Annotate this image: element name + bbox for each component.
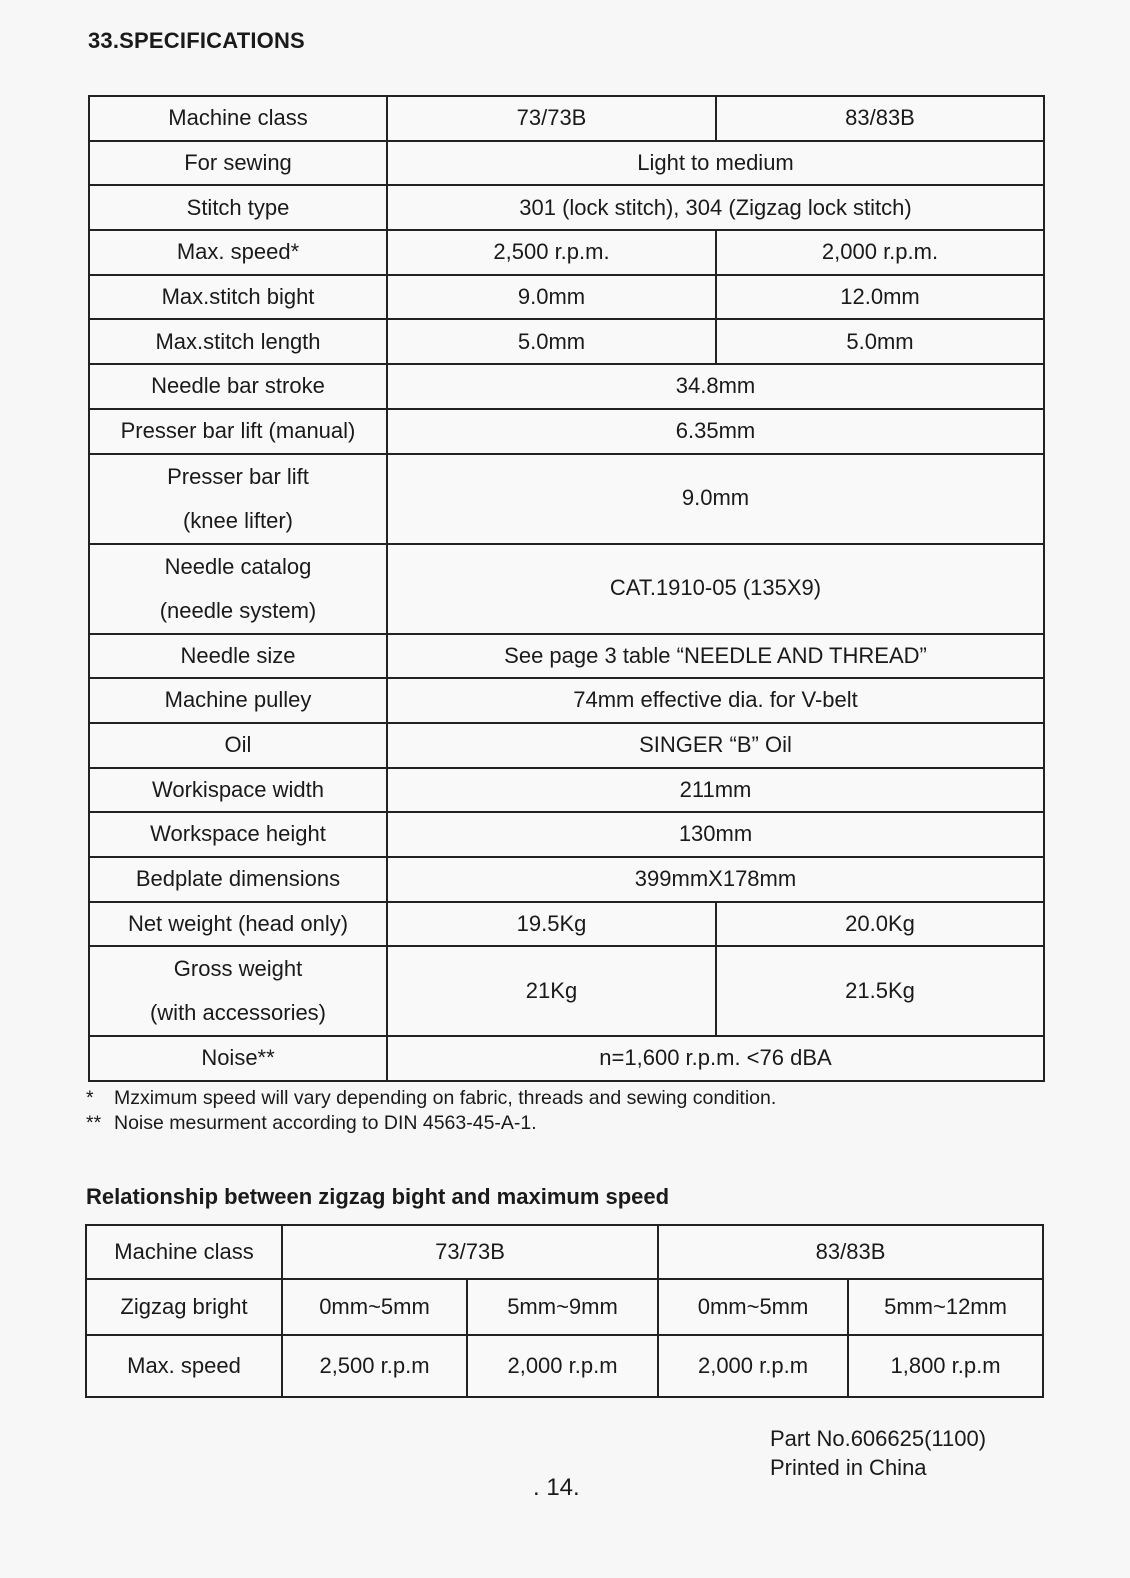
speed-table-label: Max. speed [86,1335,282,1397]
spec-value-class-b: 21.5Kg [716,946,1044,1036]
table-row [89,1036,1044,1081]
table-row [89,141,1044,186]
speed-header-class-a: 73/73B [282,1225,658,1279]
footnote-mark: ** [86,1112,102,1134]
spec-value: 9.0mm [387,454,1044,544]
speed-table-label: Machine class [86,1225,282,1279]
part-info [770,1424,986,1482]
spec-value: 399mmX178mm [387,857,1044,902]
spec-value-class-b: 2,000 r.p.m. [716,230,1044,275]
spec-header-class-b: 83/83B [716,96,1044,141]
speed-value: 2,500 r.p.m [282,1335,467,1397]
spec-value-class-a: 5.0mm [387,319,716,364]
table-row [89,319,1044,364]
spec-label: Machine pulley [89,678,387,723]
section-title: 33.SPECIFICATIONS [88,28,305,53]
speed-value: 2,000 r.p.m [658,1335,848,1397]
footnote [86,1086,776,1111]
table-row [89,544,1044,634]
bight-value: 5mm~12mm [848,1279,1043,1335]
spec-label-line: Presser bar lift [167,463,309,489]
bight-value: 5mm~9mm [467,1279,658,1335]
spec-value-class-a: 2,500 r.p.m. [387,230,716,275]
spec-value: 301 (lock stitch), 304 (Zigzag lock stitch) [387,185,1044,230]
table-row [89,230,1044,275]
spec-value: Light to medium [387,141,1044,186]
spec-value-class-b: 12.0mm [716,275,1044,320]
spec-value-class-a: 9.0mm [387,275,716,320]
speed-header-class-b: 83/83B [658,1225,1043,1279]
spec-label [89,946,387,1036]
spec-label: Noise** [89,1036,387,1081]
table-row [89,409,1044,454]
spec-label: Bedplate dimensions [89,857,387,902]
zigzag-speed-table [85,1224,1044,1398]
spec-value: n=1,600 r.p.m. <76 dBA [387,1036,1044,1081]
spec-value: 211mm [387,768,1044,813]
footnotes [86,1086,776,1136]
footnote-mark: * [86,1087,94,1109]
printed-in: Printed in China [770,1455,927,1480]
table-row [86,1335,1043,1397]
part-number: Part No.606625(1100) [770,1426,987,1451]
table-row [89,185,1044,230]
table-row [89,678,1044,723]
spec-label [89,454,387,544]
table-row [89,902,1044,947]
spec-value-class-b: 20.0Kg [716,902,1044,947]
table-row [89,96,1044,141]
spec-header-class-a: 73/73B [387,96,716,141]
table-row [86,1279,1043,1335]
spec-label: Net weight (head only) [89,902,387,947]
spec-value: 34.8mm [387,364,1044,409]
spec-label: Presser bar lift (manual) [89,409,387,454]
spec-label: Max.stitch bight [89,275,387,320]
spec-label: Workspace height [89,812,387,857]
spec-label: Workispace width [89,768,387,813]
spec-label: Needle size [89,634,387,679]
speed-value: 2,000 r.p.m [467,1335,658,1397]
spec-value: CAT.1910-05 (135X9) [387,544,1044,634]
spec-label-line: (knee lifter) [182,507,294,533]
spec-label-line: Needle catalog [164,553,312,579]
table-row [89,812,1044,857]
footnote-text: Mzximum speed will vary depending on fabric, threads and sewing condition. [114,1087,777,1109]
page-number: . 14. [533,1474,580,1501]
table-row [89,946,1044,1036]
table-row [89,857,1044,902]
footnote-text: Noise mesurment according to DIN 4563-45-A-1. [114,1112,537,1134]
spec-label: For sewing [89,141,387,186]
spec-value: 130mm [387,812,1044,857]
spec-label: Max. speed* [89,230,387,275]
spec-label: Needle bar stroke [89,364,387,409]
spec-value-class-a: 21Kg [387,946,716,1036]
bight-value: 0mm~5mm [658,1279,848,1335]
spec-value: See page 3 table “NEEDLE AND THREAD” [387,634,1044,679]
table-row [86,1225,1043,1279]
spec-value: 74mm effective dia. for V-belt [387,678,1044,723]
spec-label: Max.stitch length [89,319,387,364]
spec-value: SINGER “B” Oil [387,723,1044,768]
speed-table-label: Zigzag bright [86,1279,282,1335]
spec-value: 6.35mm [387,409,1044,454]
table-row [89,634,1044,679]
footnote [86,1111,776,1136]
spec-label: Oil [89,723,387,768]
table-row [89,275,1044,320]
spec-label-line: (needle system) [159,597,317,623]
specifications-table [88,95,1045,1082]
spec-value-class-b: 5.0mm [716,319,1044,364]
table-row [89,768,1044,813]
spec-value-class-a: 19.5Kg [387,902,716,947]
table-row [89,723,1044,768]
speed-section-title: Relationship between zigzag bight and maximum speed [86,1184,670,1209]
table-row [89,454,1044,544]
spec-label: Stitch type [89,185,387,230]
table-row [89,364,1044,409]
spec-label-line: (with accessories) [149,1000,327,1026]
spec-label-line: Gross weight [173,956,303,982]
spec-label: Machine class [89,96,387,141]
spec-label [89,544,387,634]
speed-value: 1,800 r.p.m [848,1335,1043,1397]
bight-value: 0mm~5mm [282,1279,467,1335]
